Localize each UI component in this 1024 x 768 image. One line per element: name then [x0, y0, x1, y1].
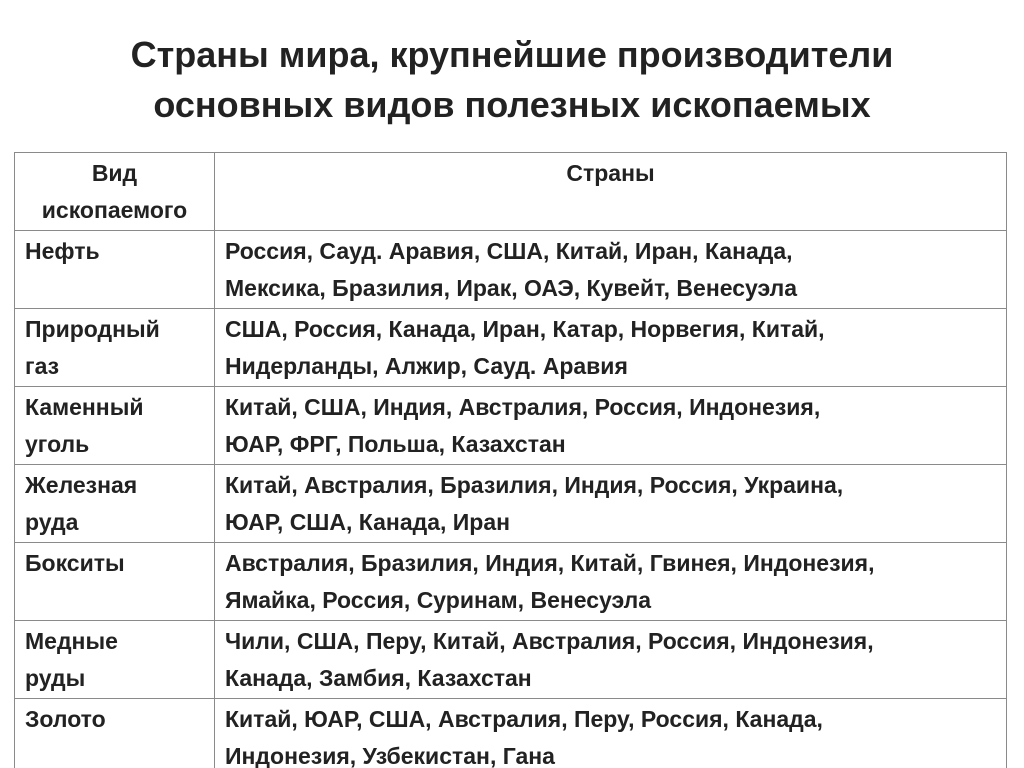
minerals-table: [14, 152, 1007, 768]
table-row: [15, 387, 1007, 465]
countries-cell: [215, 465, 1007, 543]
header-countries-label: Страны: [566, 160, 655, 186]
countries-list-line: Китай, ЮАР, США, Австралия, Перу, Россия, Канада,: [225, 706, 823, 732]
mineral-name: Природный: [25, 316, 160, 342]
header-countries: [215, 153, 1007, 231]
countries-list-line: ЮАР, ФРГ, Польша, Казахстан: [225, 431, 566, 457]
table-row: [15, 309, 1007, 387]
mineral-name: руда: [25, 509, 79, 535]
countries-cell: [215, 621, 1007, 699]
table-row: [15, 543, 1007, 621]
title-line-1: Страны мира, крупнейшие производители: [130, 34, 894, 75]
table-body: [15, 231, 1007, 768]
countries-list-line: США, Россия, Канада, Иран, Катар, Норвегия, Китай,: [225, 316, 825, 342]
countries-list-line: Канада, Замбия, Казахстан: [225, 665, 532, 691]
countries-cell: [215, 543, 1007, 621]
table-row: [15, 699, 1007, 768]
mineral-name: Золото: [25, 706, 106, 732]
table-header-row: [15, 153, 1007, 231]
countries-list-line: Мексика, Бразилия, Ирак, ОАЭ, Кувейт, Венесуэла: [225, 275, 798, 301]
mineral-cell: [15, 543, 215, 621]
countries-cell: [215, 699, 1007, 768]
header-mineral-line-2: ископаемого: [41, 197, 188, 223]
countries-list-line: Нидерланды, Алжир, Сауд. Аравия: [225, 353, 628, 379]
countries-list-line: Индонезия, Узбекистан, Гана: [225, 743, 555, 768]
countries-cell: [215, 309, 1007, 387]
table-row: [15, 231, 1007, 309]
mineral-cell: [15, 465, 215, 543]
mineral-name: газ: [25, 353, 60, 379]
title-line-2: основных видов полезных ископаемых: [153, 84, 871, 125]
mineral-name: Каменный: [25, 394, 144, 420]
countries-list-line: Чили, США, Перу, Китай, Австралия, Россия, Индонезия,: [225, 628, 874, 654]
mineral-name: Нефть: [25, 238, 100, 264]
countries-cell: [215, 387, 1007, 465]
countries-list-line: ЮАР, США, Канада, Иран: [225, 509, 511, 535]
table-row: [15, 465, 1007, 543]
page-title: [0, 30, 1024, 130]
mineral-name: уголь: [25, 431, 90, 457]
mineral-cell: [15, 309, 215, 387]
mineral-cell: [15, 621, 215, 699]
countries-list-line: Китай, США, Индия, Австралия, Россия, Индонезия,: [225, 394, 821, 420]
header-mineral-type: [15, 153, 215, 231]
table-row: [15, 621, 1007, 699]
header-mineral-line-1: Вид: [91, 160, 138, 186]
mineral-name: Бокситы: [25, 550, 125, 576]
countries-list-line: Ямайка, Россия, Суринам, Венесуэла: [225, 587, 652, 613]
mineral-cell: [15, 699, 215, 768]
mineral-name: Медные: [25, 628, 118, 654]
mineral-name: Железная: [25, 472, 138, 498]
countries-list-line: Россия, Сауд. Аравия, США, Китай, Иран, Канада,: [225, 238, 793, 264]
mineral-cell: [15, 387, 215, 465]
mineral-cell: [15, 231, 215, 309]
countries-list-line: Австралия, Бразилия, Индия, Китай, Гвинея, Индонезия,: [225, 550, 875, 576]
countries-list-line: Китай, Австралия, Бразилия, Индия, Россия, Украина,: [225, 472, 844, 498]
countries-cell: [215, 231, 1007, 309]
mineral-name: руды: [25, 665, 86, 691]
